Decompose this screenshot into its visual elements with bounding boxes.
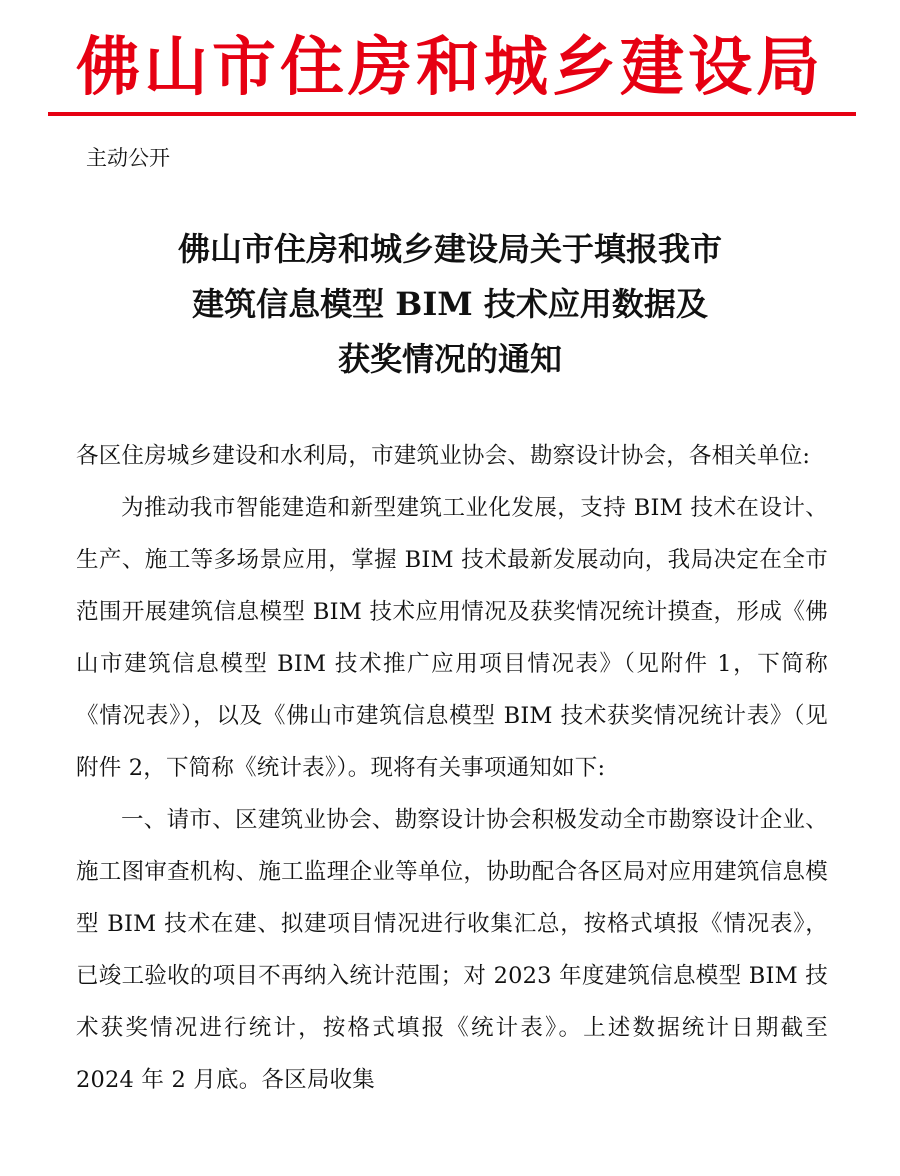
addressee-line: 各区住房城乡建设和水利局，市建筑业协会、勘察设计协会，各相关单位: [76,443,811,469]
document-body [76,430,828,1106]
disclosure-label: 主动公开 [86,146,170,170]
body-paragraph-1: 为推动我市智能建造和新型建筑工业化发展，支持 BIM 技术在设计、生产、施工等多场景应用，掌握 BIM 技术最新发展动向，我局决定在全市范围开展建筑信息模型 BIM 技术应用情况及获奖情况统计摸查，形成《佛山市建筑信息模型 BIM 技术推广应用项目情况表》（见附件 1，下简称《情况表》），以及《佛山市建筑信息模型 BIM 技术获奖情况统计表》（见附件 2，下简称《统计表》）。现将有关事项通知如下: [76,495,828,781]
document-title-line-3: 获奖情况的通知 [337,340,562,378]
issuing-authority-masthead: 佛山市住房和城乡建设局 [76,30,824,105]
document-title-line-2: 建筑信息模型 BIM 技术应用数据及 [192,285,708,323]
masthead-red-rule [48,112,856,116]
body-paragraph-2: 一、请市、区建筑业协会、勘察设计协会积极发动全市勘察设计企业、施工图审查机构、施工监理企业等单位，协助配合各区局对应用建筑信息模型 BIM 技术在建、拟建项目情况进行收集汇总，按格式填报《情况表》，已竣工验收的项目不再纳入统计范围；对 2023 年度建筑信息模型 BIM 技术获奖情况进行统计，按格式填报《统计表》。上述数据统计日期截至 2024 年 2 月底。各区局收集 [76,807,828,1093]
document-title [0,222,900,387]
document-title-line-1: 佛山市住房和城乡建设局关于填报我市 [177,230,722,268]
